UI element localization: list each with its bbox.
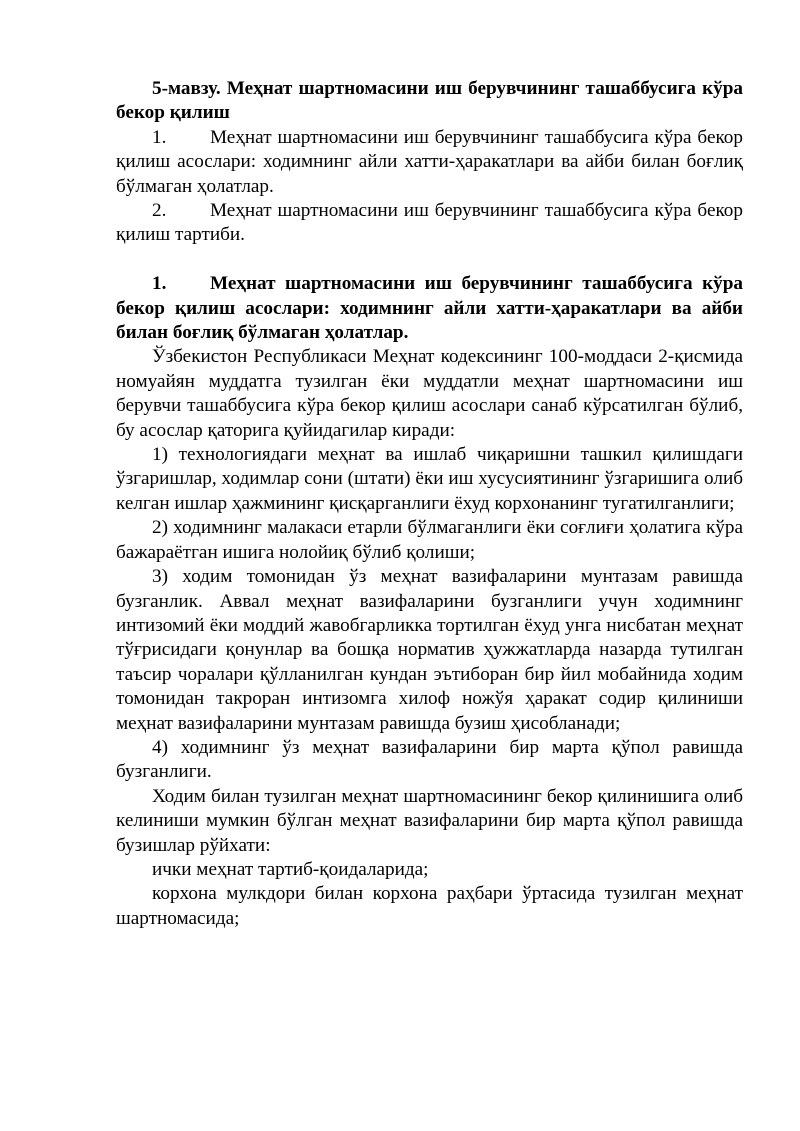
plan-item	[116, 199, 743, 248]
plan-item-number: 2.	[152, 200, 167, 222]
body-paragraph: 2) ходимнинг малакаси етарли бўлмаганлиги ёки соғлиғи ҳолатига кўра бажараётган ишига нолойиқ бўлиб қолиши;	[116, 517, 743, 563]
section-heading-number: 1.	[152, 273, 167, 295]
body-paragraph: корхона мулкдори билан корхона раҳбари ўртасида тузилган меҳнат шартномасида;	[116, 883, 743, 929]
body-paragraph: 1) технологиядаги меҳнат ва ишлаб чиқаришни ташкил қилишдаги ўзгаришлар, ходимлар сони (штати) ёки иш хусусиятининг ўзгаришига олиб келган ишлар ҳажмининг қисқарганлиги ёхуд корхонанинг тугатилганлиги;	[116, 444, 743, 514]
body-paragraph: ички меҳнат тартиб-қоидаларида;	[152, 858, 429, 880]
body-paragraph: Ўзбекистон Республикаси Меҳнат кодексининг 100-моддаси 2-қисмида номуайян муддатга тузилган ёки муддатли меҳнат шартномасини иш берувчи ташаббусига кўра бекор қилиш асослари санаб кўрсатилган бўлиб, бу асослар қаторига қуйидагилар киради:	[116, 346, 743, 441]
blank-line	[116, 248, 743, 272]
plan-item	[116, 126, 743, 199]
document-title: 5-мавзу. Меҳнат шартномасини иш берувчининг ташаббусига кўра бекор қилиш	[116, 78, 743, 124]
plan-item-number: 1.	[152, 126, 167, 148]
plan-item-text: Меҳнат шартномасини иш берувчининг ташаббусига кўра бекор қилиш тартиби.	[116, 200, 743, 246]
section-heading	[116, 272, 743, 345]
section-heading-text: Меҳнат шартномасини иш берувчининг ташаббусига кўра бекор қилиш асослари: ходимнинг айли хатти-ҳаракатлари ва айби билан боғлиқ бўлмаган ҳолатлар.	[116, 273, 743, 344]
plan-item-text: Меҳнат шартномасини иш берувчининг ташаббусига кўра бекор қилиш асослари: ходимнинг айли хатти-ҳаракатлари ва айби билан боғлиқ бўлмаган ҳолатлар.	[116, 126, 743, 197]
body-paragraph: 4) ходимнинг ўз меҳнат вазифаларини бир марта қўпол равишда бузганлиги.	[116, 736, 743, 783]
body-paragraph: 3) ходим томонидан ўз меҳнат вазифаларини мунтазам равишда бузганлик. Аввал меҳнат вазифаларини бузганлиги учун ходимнинг интизомий ёки моддий жавобгарликка тортилган ёхуд унга нисбатан меҳнат тўғрисидаги қонунлар ва бошқа норматив ҳужжатларда назарда тутилган таъсир чоралари қўлланилган кундан эътиборан бир йил мобайнида ходим томонидан такроран интизомга хилоф ножўя ҳаракат содир қилиниши меҳнат вазифаларини мунтазам равишда бузиш ҳисобланади;	[116, 566, 743, 734]
body-paragraph: Ходим билан тузилган меҳнат шартномасининг бекор қилинишига олиб келиниши мумкин бўлган меҳнат вазифаларини бир марта қўпол равишда бузишлар рўйхати:	[116, 785, 743, 856]
